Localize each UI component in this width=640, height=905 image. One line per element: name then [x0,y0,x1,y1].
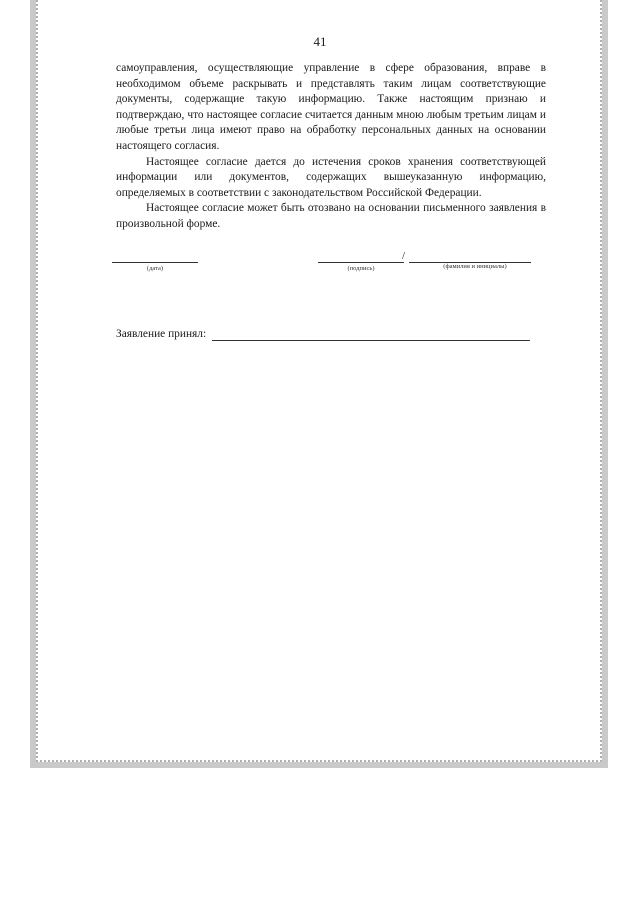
received-by-label: Заявление принял: [116,328,207,340]
paragraph-revocation: Настоящее согласие может быть отозвано на основании письменного заявления в произвольной форме. [116,202,546,230]
paragraph-continuation: самоуправления, осуществляющие управление в сфере образования, вправе в необходимом объеме раскрывать и представлять таким лицам соответствующие документы, содержащие такую информацию. Также настоящим признаю и подтверждаю, что настоящее согласие считается данным мною любым третьим лицам и любые третьи лица имеют право на обработку персональных данных на основании настоящего согласия. [116,62,546,152]
signature-line [318,252,404,263]
signature-caption: (подпись) [347,265,375,272]
page-number: 41 [313,34,327,49]
date-caption: (дата) [146,265,164,272]
name-line [409,252,531,263]
signature-row [0,252,640,282]
received-by-line [212,340,530,341]
signature-separator: / [402,250,406,262]
paragraph-validity-term: Настоящее согласие дается до истечения сроков хранения соответствующей информации или документов, содержащих вышеуказанную информацию, определяемых в соответствии с законодательством Российской Федерации. [116,155,546,199]
name-caption: (фамилия и инициалы) [443,263,507,270]
document-body [116,61,546,233]
date-line [112,252,198,263]
